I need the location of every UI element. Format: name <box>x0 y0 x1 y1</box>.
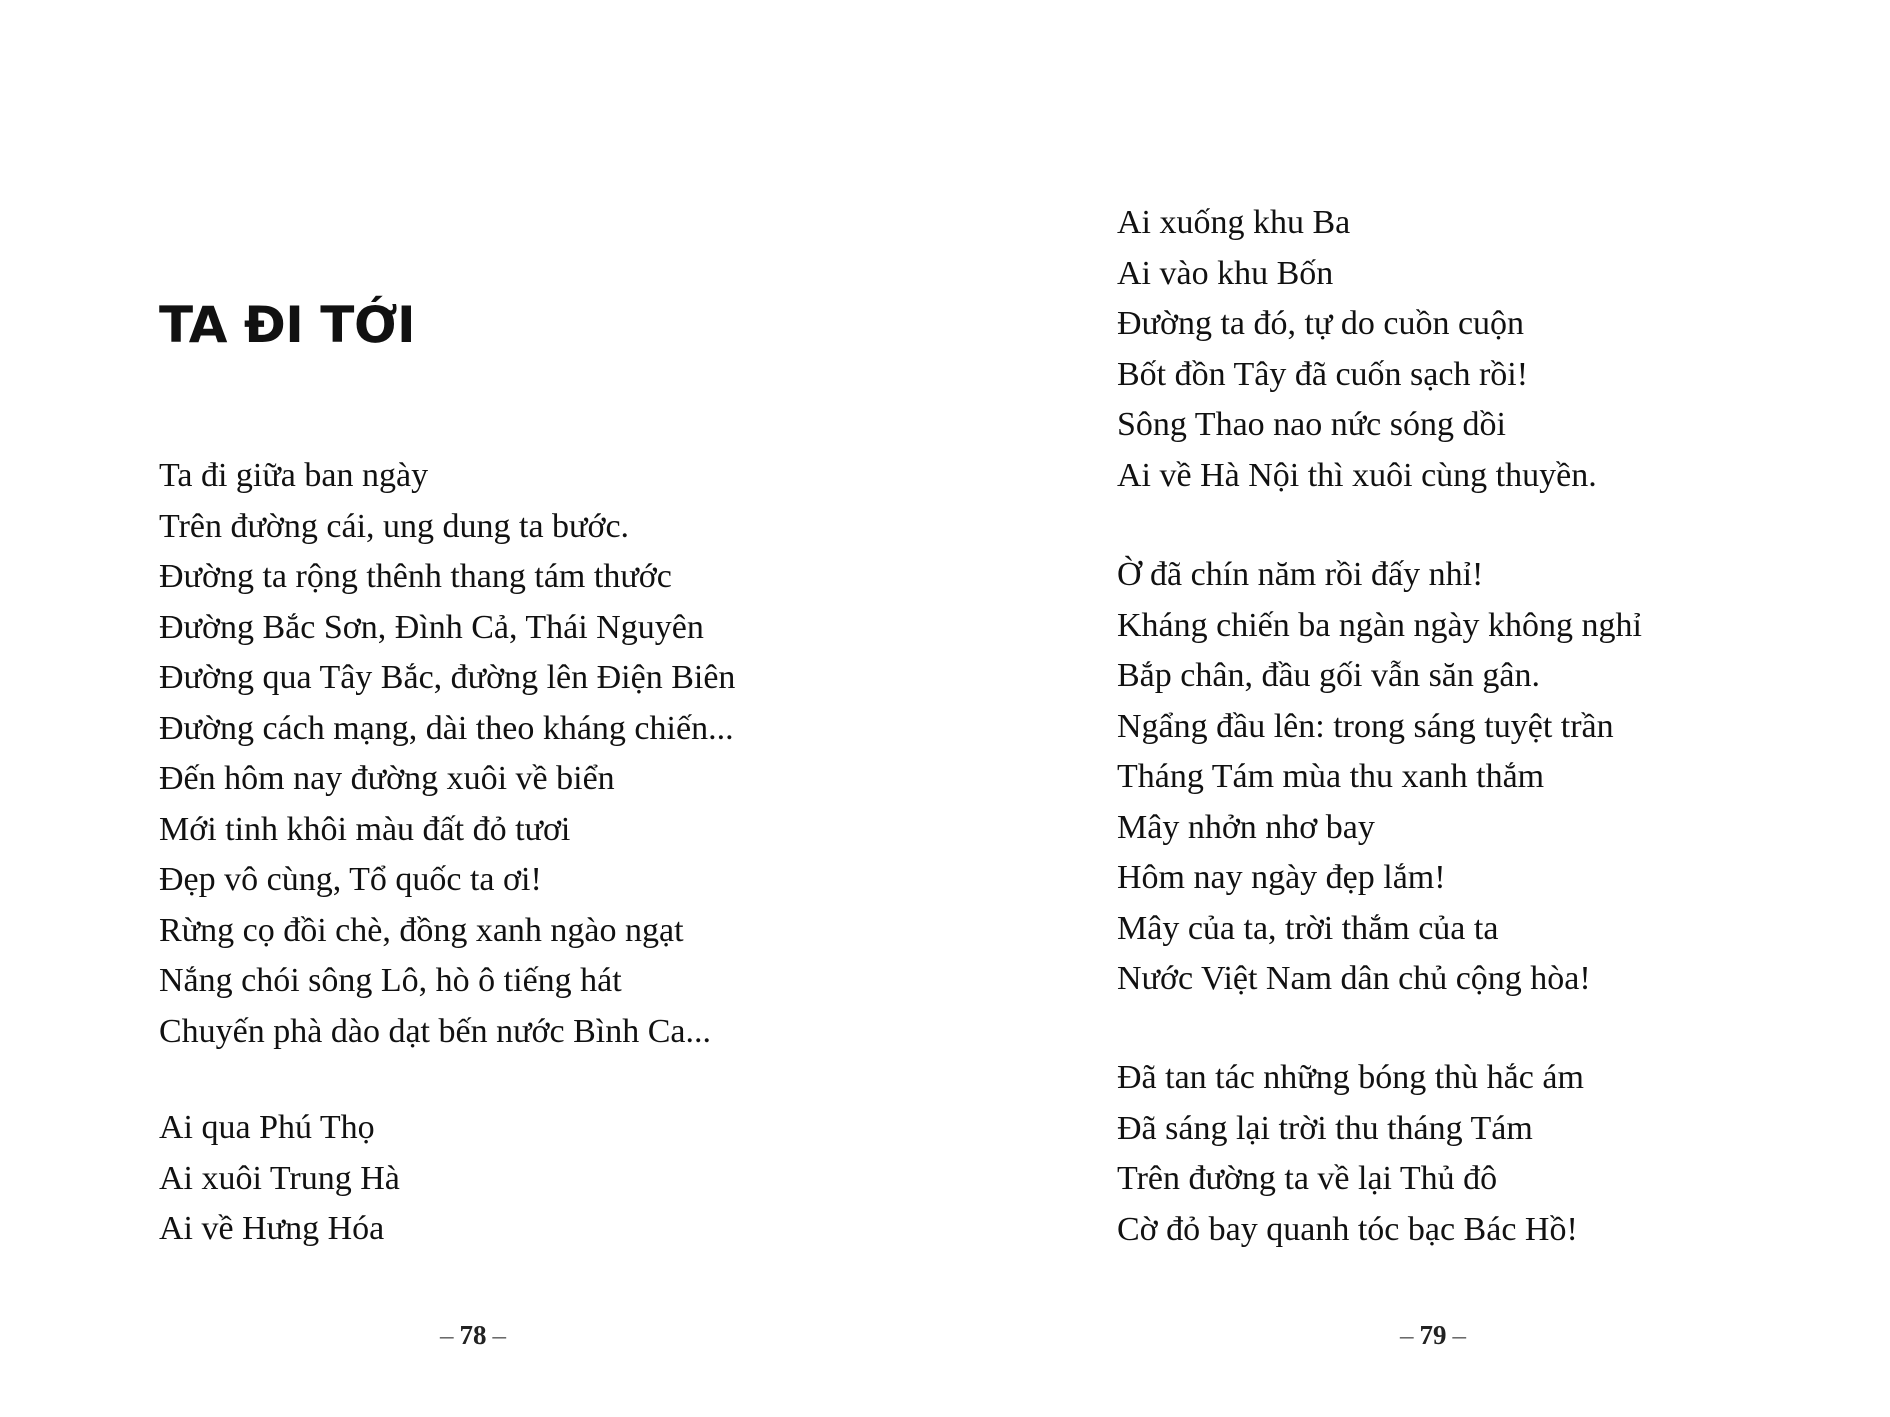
poem-line: Đường ta đó, tự do cuồn cuộn <box>1117 305 1525 342</box>
poem-stanza-3 <box>1117 198 1597 501</box>
poem-line: Đẹp vô cùng, Tổ quốc ta ơi! <box>159 861 542 898</box>
poem-line: Ai về Hưng Hóa <box>159 1210 385 1247</box>
poem-line: Mây của ta, trời thắm của ta <box>1117 909 1499 947</box>
poem-line: Ai xuôi Trung Hà <box>159 1159 400 1197</box>
poem-line: Đường cách mạng, dài theo kháng chiến... <box>159 709 734 747</box>
poem-line: Tháng Tám mùa thu xanh thắm <box>1117 758 1545 795</box>
poem-line: Bốt đồn Tây đã cuốn sạch rồi! <box>1117 355 1529 393</box>
poem-stanza-5 <box>1117 1053 1584 1255</box>
poem-line: Ta đi giữa ban ngày <box>159 457 429 494</box>
poem-line: Nước Việt Nam dân chủ cộng hòa! <box>1117 960 1591 997</box>
page-number-right <box>1373 1315 1493 1355</box>
poem-line: Chuyến phà dào dạt bến nước Bình Ca... <box>159 1012 711 1050</box>
poem-stanza-4 <box>1117 550 1642 1005</box>
poem-line: Kháng chiến ba ngàn ngày không nghỉ <box>1117 606 1642 644</box>
poem-line: Trên đường cái, ung dung ta bước. <box>159 507 630 545</box>
right-page <box>945 0 1890 1417</box>
poem-line: Đường Bắc Sơn, Đình Cả, Thái Nguyên <box>159 608 704 646</box>
poem-line: Cờ đỏ bay quanh tóc bạc Bác Hồ! <box>1117 1210 1578 1248</box>
poem-line: Ờ đã chín năm rồi đấy nhỉ! <box>1117 556 1484 593</box>
poem-line: Mới tinh khôi màu đất đỏ tươi <box>159 810 571 848</box>
poem-line: Hôm nay ngày đẹp lắm! <box>1117 859 1446 896</box>
poem-line: Đường qua Tây Bắc, đường lên Điện Biên <box>159 659 736 696</box>
poem-line: Đã tan tác những bóng thù hắc ám <box>1117 1059 1584 1096</box>
poem-line: Đến hôm nay đường xuôi về biển <box>159 760 615 797</box>
page-number-dash: – <box>1400 1320 1414 1350</box>
poem-line: Đường ta rộng thênh thang tám thước <box>159 558 672 595</box>
page-number-value: 79 <box>1419 1320 1447 1350</box>
poem-line: Đã sáng lại trời thu tháng Tám <box>1117 1109 1533 1147</box>
poem-line: Mây nhởn nhơ bay <box>1117 808 1375 846</box>
page-number-dash: – <box>440 1320 454 1350</box>
poem-line: Ai vào khu Bốn <box>1117 254 1334 292</box>
poem-line: Nắng chói sông Lô, hò ô tiếng hát <box>159 962 622 999</box>
poem-line: Rừng cọ đồi chè, đồng xanh ngào ngạt <box>159 911 684 949</box>
poem-line: Sông Thao nao nức sóng dồi <box>1117 406 1506 443</box>
page-number-left <box>413 1315 533 1355</box>
page-number-dash: – <box>1452 1320 1466 1350</box>
poem-line: Ai qua Phú Thọ <box>159 1109 375 1146</box>
poem-line: Bắp chân, đầu gối vẫn săn gân. <box>1117 657 1540 694</box>
page-number-value: 78 <box>459 1320 487 1350</box>
poem-line: Ai xuống khu Ba <box>1117 204 1351 241</box>
poem-line: Trên đường ta về lại Thủ đô <box>1117 1160 1498 1197</box>
poem-line: Ai về Hà Nội thì xuôi cùng thuyền. <box>1117 456 1597 494</box>
page-number-dash: – <box>492 1320 506 1350</box>
poem-line: Ngẩng đầu lên: trong sáng tuyệt trần <box>1117 707 1614 745</box>
poem-stanza-1 <box>159 451 735 1057</box>
poem-title: TA ĐI TỚI <box>159 296 416 354</box>
poem-stanza-2 <box>159 1103 400 1255</box>
